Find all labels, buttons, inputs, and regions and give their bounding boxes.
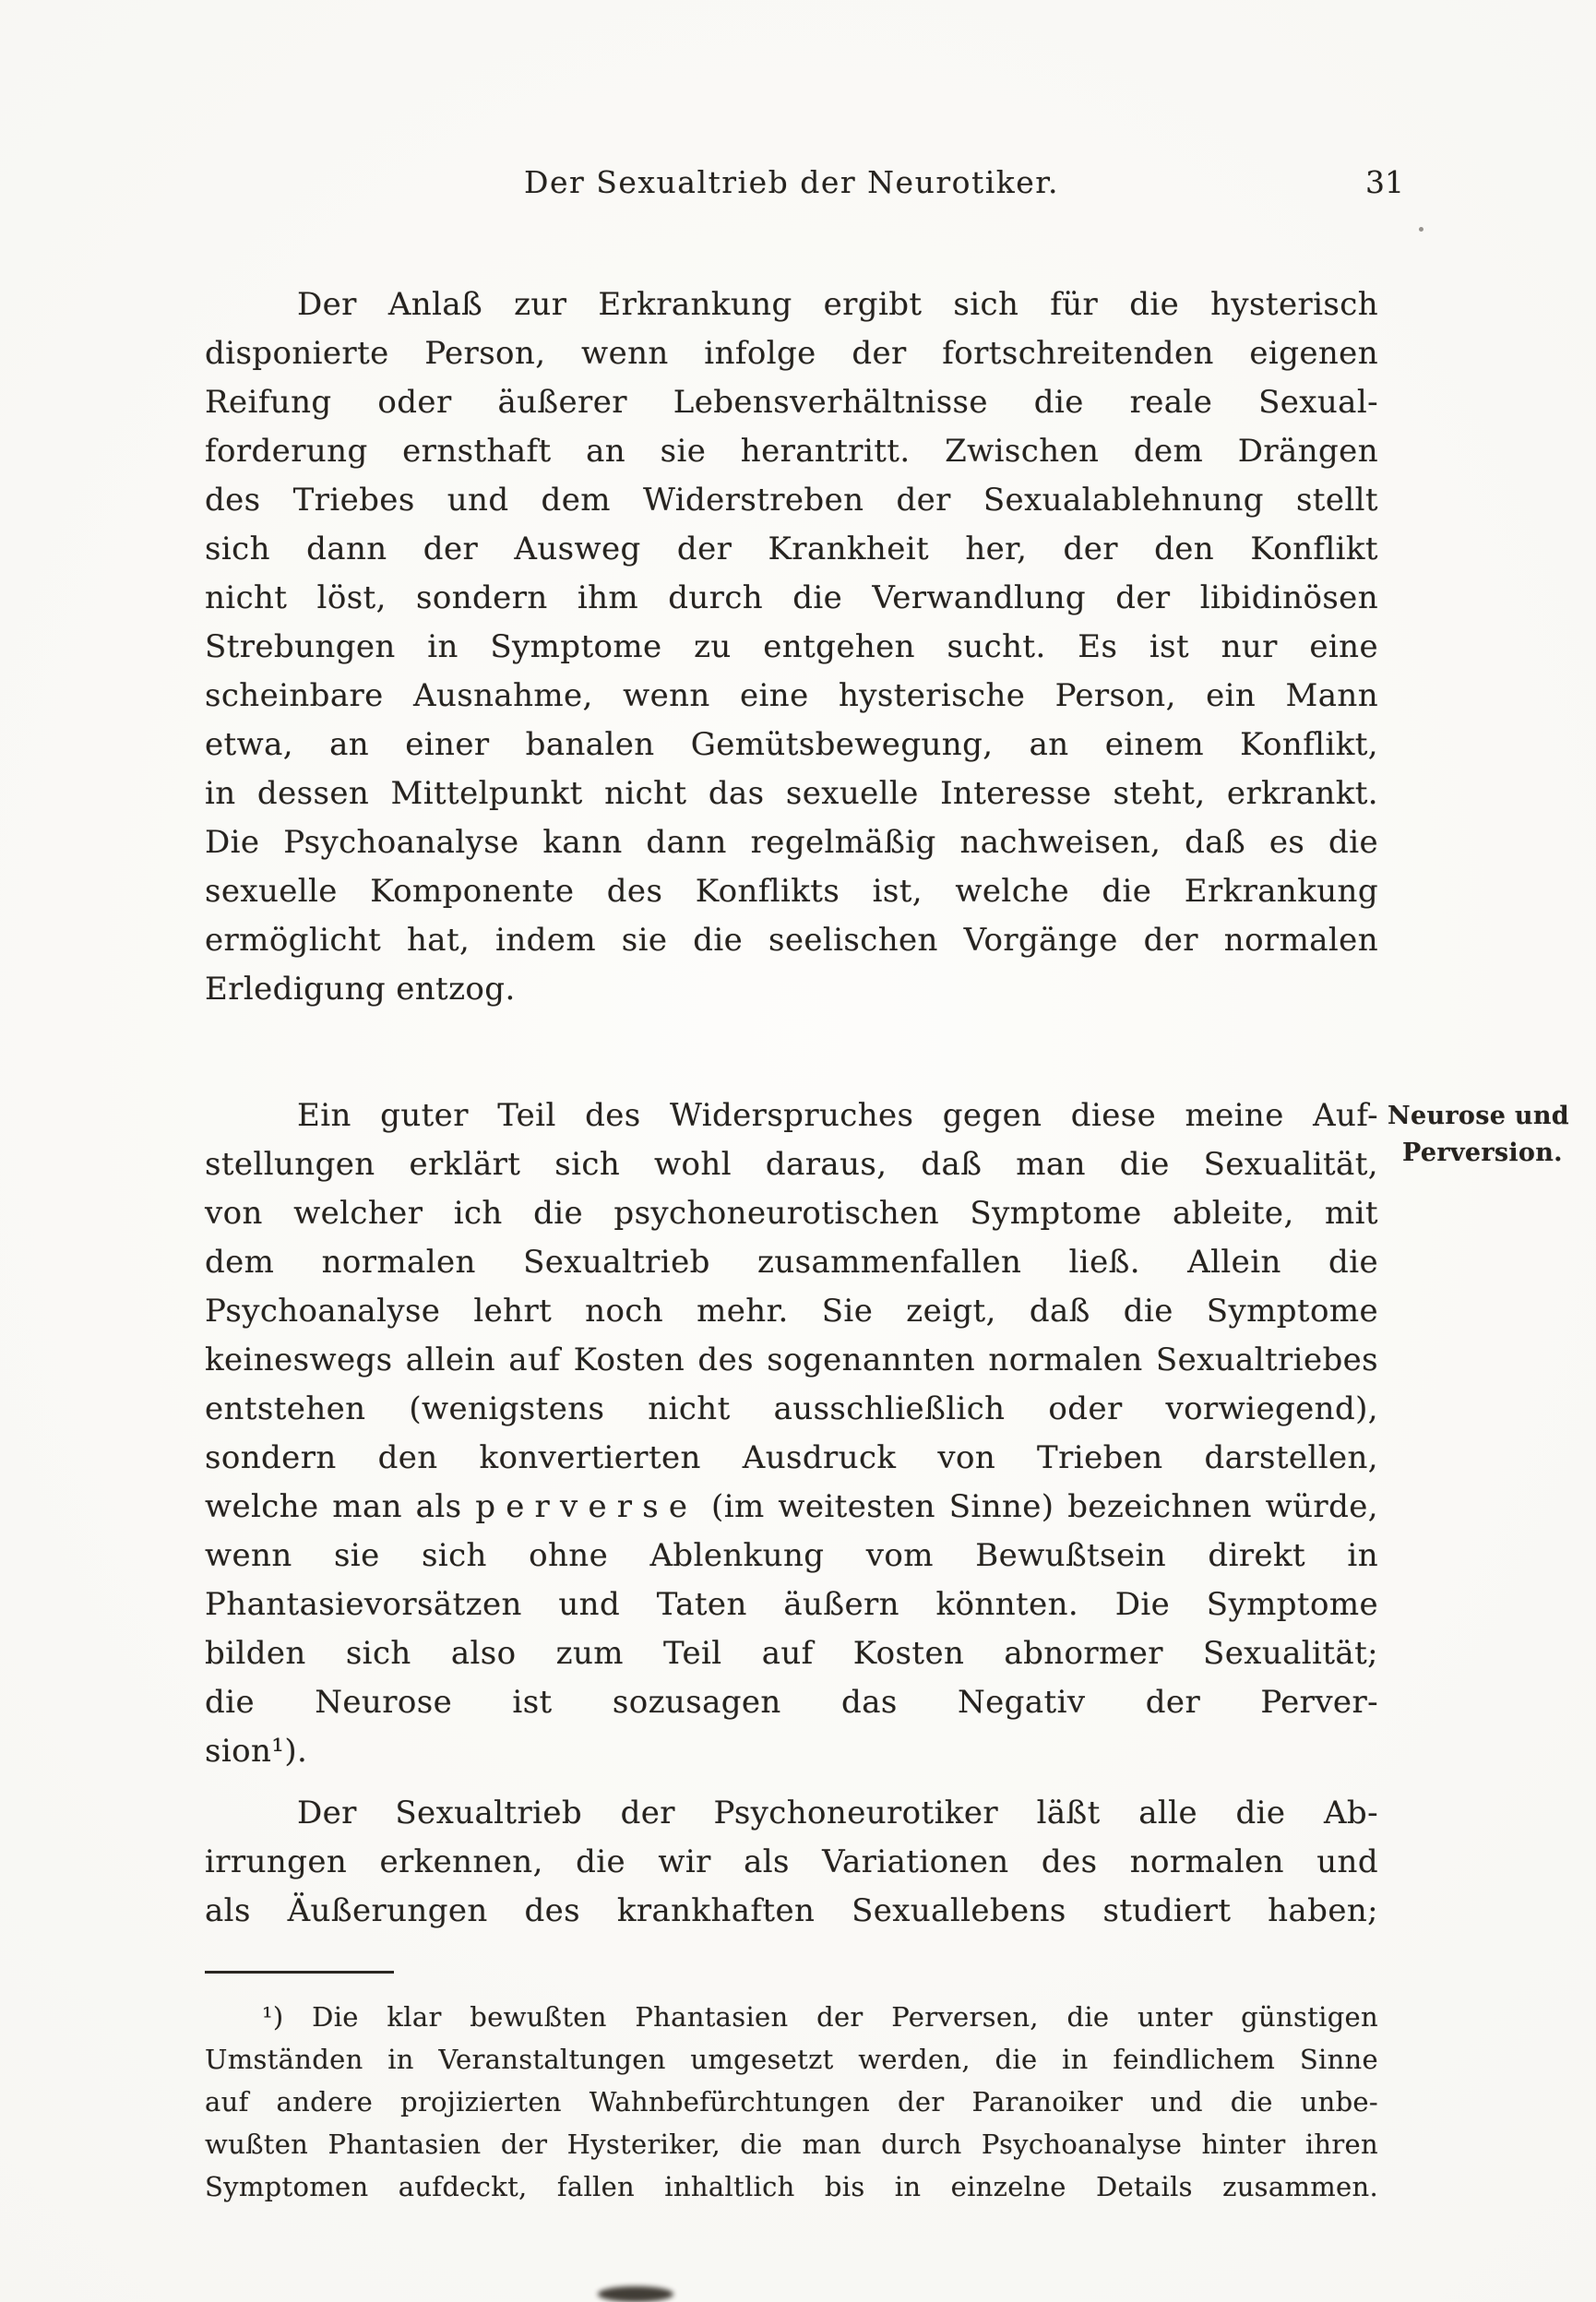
text-line: Psychoanalyse lehrt noch mehr. Sie zeigt, daß die Symptome (205, 1293, 1378, 1330)
text-line: sich dann der Ausweg der Krankheit her, der den Konflikt (205, 531, 1378, 567)
text-line: Die Psychoanalyse kann dann regelmäßig nachweisen, daß es die (205, 824, 1378, 861)
paragraph-3 (205, 1789, 1378, 1936)
text-line: Der Sexualtrieb der Psychoneurotiker läßt alle die Ab- (297, 1795, 1378, 1831)
text-line-emphasized (205, 1483, 1378, 1532)
text-segment: (im weitesten Sinne) bezeichnen würde, (697, 1488, 1378, 1525)
text-line: irrungen erkennen, die wir als Variationen des normalen und (205, 1843, 1378, 1880)
text-segment: welche man als (205, 1488, 476, 1525)
text-line: von welcher ich die psychoneurotischen Symptome ableite, mit (205, 1195, 1378, 1232)
text-line: Reifung oder äußerer Lebensverhältnisse die reale Sexual- (205, 384, 1378, 421)
text-line: bilden sich also zum Teil auf Kosten abnormer Sexualität; (205, 1635, 1378, 1672)
text-line: wenn sie sich ohne Ablenkung vom Bewußtsein direkt in (205, 1537, 1378, 1574)
page-header (205, 164, 1404, 200)
text-line: Strebungen in Symptome zu entgehen sucht. Es ist nur eine (205, 628, 1378, 665)
footnote-line: wußten Phantasien der Hysteriker, die man durch Psychoanalyse hinter ihren (205, 2129, 1378, 2160)
footnote-line: ¹) Die klar bewußten Phantasien der Perversen, die unter günstigen (262, 2001, 1378, 2033)
scan-smudge-artifact (598, 2286, 673, 2302)
text-line: sion¹). (205, 1733, 308, 1770)
text-line: Ein guter Teil des Widerspruches gegen diese meine Auf- (297, 1097, 1378, 1134)
paragraph-1 (205, 280, 1378, 1014)
text-line: Der Anlaß zur Erkrankung ergibt sich für die hysterisch (297, 286, 1378, 323)
footnote-line: Umständen in Veranstaltungen umgesetzt werden, die in feindlichem Sinne (205, 2044, 1378, 2075)
text-line: scheinbare Ausnahme, wenn eine hysterische Person, ein Mann (205, 677, 1378, 714)
text-line: stellungen erklärt sich wohl daraus, daß man die Sexualität, (205, 1146, 1378, 1183)
paragraph-2 (205, 1091, 1378, 1776)
text-line: als Äußerungen des krankhaften Sexuallebens studiert haben; (205, 1892, 1378, 1929)
text-line: sexuelle Komponente des Konflikts ist, welche die Erkrankung (205, 873, 1378, 910)
text-line: Erledigung entzog. (205, 971, 516, 1008)
text-line: etwa, an einer banalen Gemütsbewegung, an einem Konflikt, (205, 726, 1378, 763)
margin-note-line: Perversion. (1402, 1139, 1563, 1167)
letter-spaced-word: perverse (475, 1488, 698, 1525)
text-line: Phantasievorsätzen und Taten äußern könnten. Die Symptome (205, 1586, 1378, 1623)
text-line: in dessen Mittelpunkt nicht das sexuelle Interesse steht, erkrankt. (205, 775, 1378, 812)
text-line: entstehen (wenigstens nicht ausschließlich oder vorwiegend), (205, 1390, 1378, 1427)
text-line: forderung ernsthaft an sie herantritt. Zwischen dem Drängen (205, 433, 1378, 470)
text-line: dem normalen Sexualtrieb zusammenfallen ließ. Allein die (205, 1244, 1378, 1281)
footnote-separator (205, 1971, 394, 1974)
footnote-line: auf andere projizierten Wahnbefürchtungen der Paranoiker und die unbe- (205, 2086, 1378, 2117)
running-title: Der Sexualtrieb der Neurotiker. (524, 164, 1059, 200)
scan-speck-artifact (1419, 227, 1423, 232)
text-line: keineswegs allein auf Kosten des sogenannten normalen Sexualtriebes (205, 1342, 1378, 1378)
text-line: ermöglicht hat, indem sie die seelischen Vorgänge der normalen (205, 922, 1378, 959)
text-line: die Neurose ist sozusagen das Negativ der Perver- (205, 1684, 1378, 1721)
margin-note (1388, 1098, 1596, 1172)
margin-note-line: Neurose und (1388, 1102, 1569, 1130)
main-text-column (205, 280, 1378, 2208)
page-number: 31 (1365, 164, 1404, 200)
text-line: des Triebes und dem Widerstreben der Sexualablehnung stellt (205, 482, 1378, 519)
text-line: nicht löst, sondern ihm durch die Verwandlung der libidinösen (205, 579, 1378, 616)
text-line: sondern den konvertierten Ausdruck von Trieben darstellen, (205, 1439, 1378, 1476)
footnote (205, 1996, 1378, 2208)
footnote-line: Symptomen aufdeckt, fallen inhaltlich bis in einzelne Details zusammen. (205, 2171, 1378, 2202)
text-line: disponierte Person, wenn infolge der fortschreitenden eigenen (205, 335, 1378, 372)
